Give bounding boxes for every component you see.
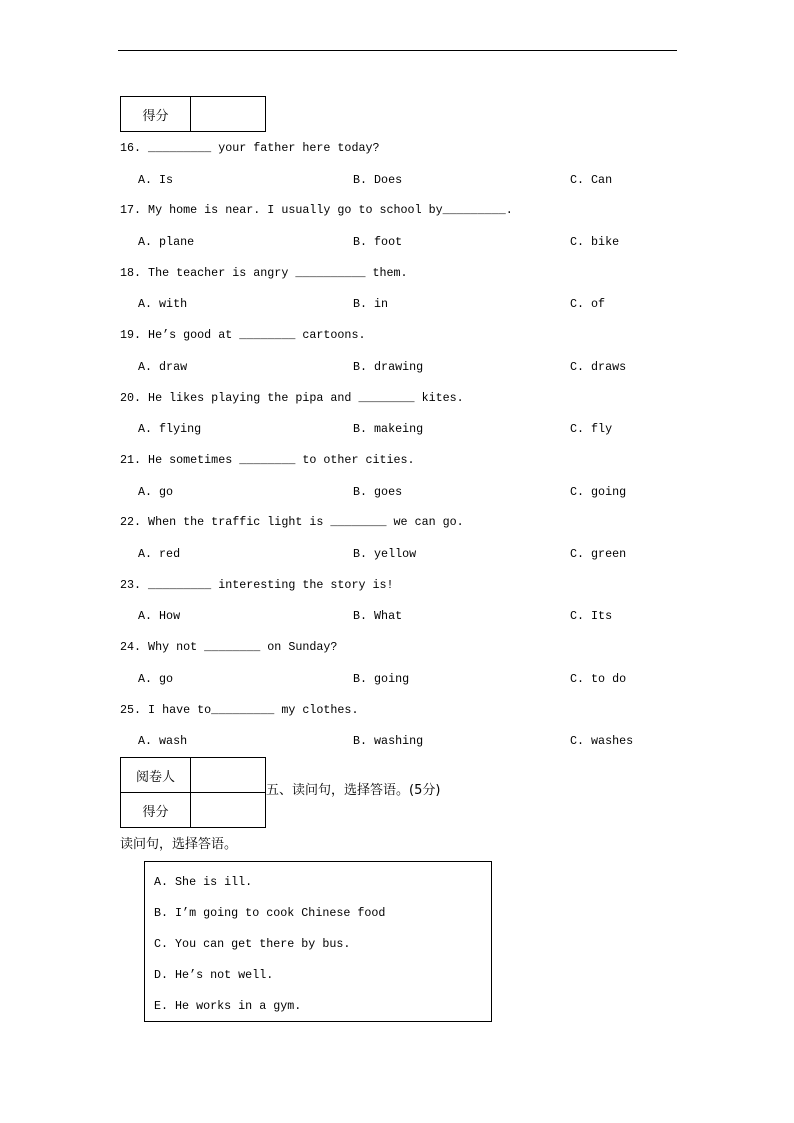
answer-choice[interactable]: C. bike [570, 234, 620, 249]
answer-box [144, 861, 492, 1022]
answer-choice[interactable]: B. in [353, 297, 389, 312]
section-title: 五、读问句，选择答语。(5分) [266, 783, 441, 798]
answer-choice[interactable]: B. yellow [353, 546, 417, 561]
answer-choice[interactable]: A. Is [138, 172, 174, 187]
reviewer-label: 阅卷人 [121, 758, 191, 793]
question-text: 20. He likes playing the pipa and ________ kites. [120, 390, 464, 405]
answer-choice[interactable]: B. going [353, 671, 410, 686]
answer-choice[interactable]: C. of [570, 297, 606, 312]
answer-choice[interactable]: A. wash [138, 734, 188, 749]
answer-choice[interactable]: B. makeing [353, 422, 424, 437]
score-label: 得分 [121, 793, 191, 828]
answer-choice[interactable]: A. How [138, 609, 181, 624]
question-text: 22. When the traffic light is ________ we can go. [120, 515, 464, 530]
answer-choice[interactable]: C. Its [570, 609, 613, 624]
score-cell[interactable] [191, 793, 266, 828]
question-text: 16. _________ your father here today? [120, 141, 380, 155]
question-text: 25. I have to_________ my clothes. [120, 702, 359, 717]
answer-choice[interactable]: A. with [138, 297, 188, 312]
answer-option: C. You can get there by bus. [154, 937, 351, 951]
score-cell[interactable] [191, 97, 266, 132]
question-text: 19. He’s good at ________ cartoons. [120, 328, 366, 343]
answer-choice[interactable]: A. go [138, 671, 174, 686]
answer-choice[interactable]: C. green [570, 546, 627, 561]
header-rule [118, 50, 677, 51]
answer-choice[interactable]: B. foot [353, 234, 403, 249]
answer-choice[interactable]: B. washing [353, 734, 424, 749]
answer-choice[interactable]: B. drawing [353, 359, 424, 374]
question-text: 21. He sometimes ________ to other cities. [120, 453, 415, 467]
answer-option: A. She is ill. [154, 875, 253, 889]
answer-choice[interactable]: A. go [138, 484, 174, 499]
answer-option: D. He’s not well. [154, 968, 274, 982]
question-text: 17. My home is near. I usually go to school by_________. [120, 203, 513, 218]
answer-choice[interactable]: C. washes [570, 734, 634, 749]
score-label: 得分 [121, 97, 191, 132]
answer-choice[interactable]: A. red [138, 546, 181, 561]
answer-choice[interactable]: C. draws [570, 359, 627, 374]
answer-choice[interactable]: C. going [570, 484, 627, 499]
answer-choice[interactable]: A. draw [138, 359, 188, 374]
answer-option: E. He works in a gym. [154, 999, 302, 1013]
score-table [120, 96, 266, 132]
answer-choice[interactable]: B. goes [353, 484, 403, 499]
answer-choice[interactable]: A. flying [138, 422, 202, 437]
answer-choice[interactable]: C. Can [570, 172, 613, 187]
reviewer-cell[interactable] [191, 758, 266, 793]
reviewer-score-table [120, 757, 266, 828]
answer-option: B. I’m going to cook Chinese food [154, 906, 386, 920]
answer-choice[interactable]: C. fly [570, 422, 613, 437]
answer-choice[interactable]: A. plane [138, 234, 195, 249]
question-text: 24. Why not ________ on Sunday? [120, 640, 338, 655]
question-text: 23. _________ interesting the story is! [120, 577, 394, 592]
question-text: 18. The teacher is angry __________ them. [120, 265, 408, 280]
answer-choice[interactable]: B. What [353, 609, 403, 624]
answer-choice[interactable]: B. Does [353, 172, 403, 187]
answer-choice[interactable]: C. to do [570, 671, 627, 686]
section-instruction: 读问句，选择答语。 [120, 837, 238, 852]
